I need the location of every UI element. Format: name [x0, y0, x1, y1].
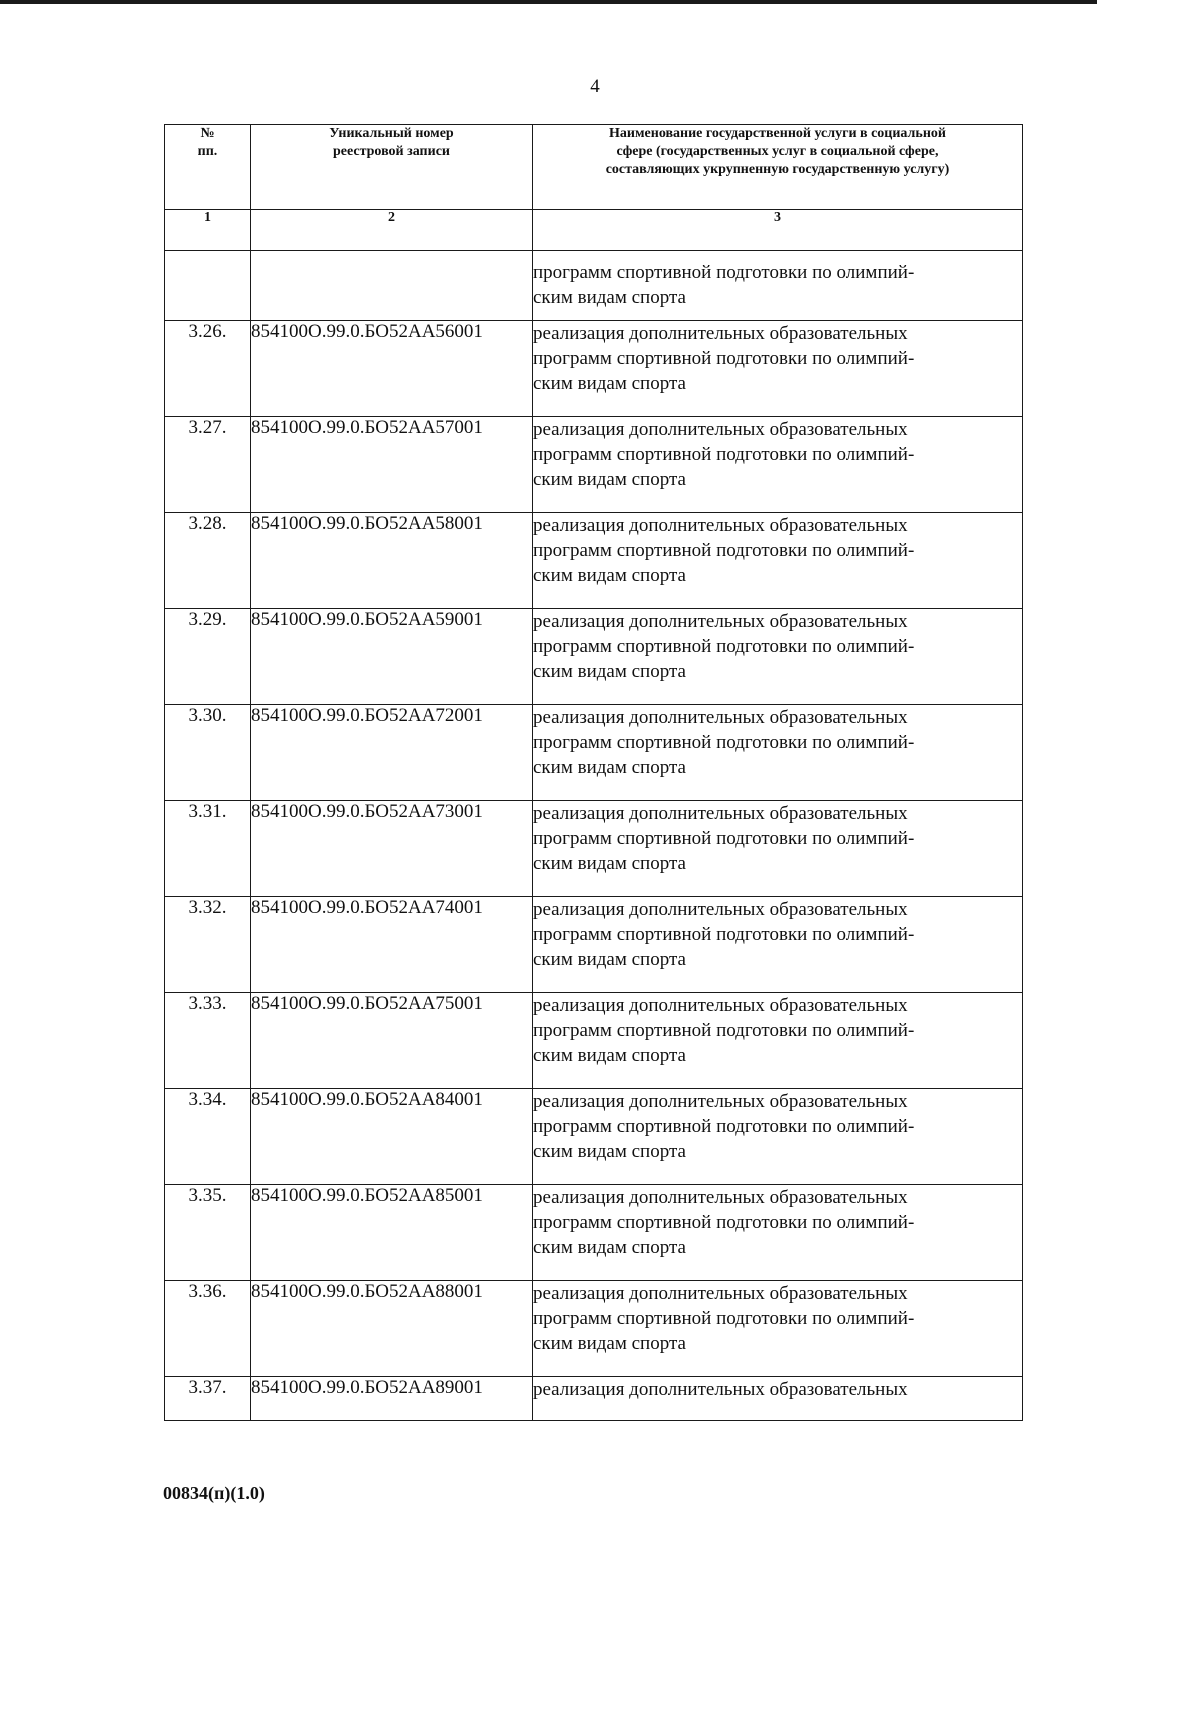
row-service-name [533, 417, 1023, 513]
table-row [165, 1185, 1023, 1281]
page-number: 4 [590, 76, 600, 97]
header-number-line: пп. [197, 144, 218, 159]
row-number: 3.37. [165, 1377, 251, 1421]
service-line: программ спортивной подготовки по олимпий- [533, 1308, 915, 1329]
row-service-name [533, 609, 1023, 705]
header-service-line: Наименование государственной услуги в социальной [609, 126, 946, 141]
table-row [165, 609, 1023, 705]
header-registry-line: Уникальный номер [329, 126, 454, 141]
table-row [165, 513, 1023, 609]
header-number [165, 125, 251, 210]
row-code: 854100О.99.0.БО52АА75001 [251, 993, 533, 1089]
row-service-name [533, 801, 1023, 897]
service-line: ским видам спорта [533, 1237, 686, 1258]
row-number: 3.30. [165, 705, 251, 801]
service-line: ским видам спорта [533, 1141, 686, 1162]
service-line: ским видам спорта [533, 1333, 686, 1354]
service-line: реализация дополнительных образовательных [533, 995, 908, 1016]
service-line: ским видам спорта [533, 853, 686, 874]
service-line: программ спортивной подготовки по олимпий- [533, 540, 915, 561]
service-line: реализация дополнительных образовательных [533, 1283, 908, 1304]
service-line: реализация дополнительных образовательных [533, 611, 908, 632]
row-service-name [533, 1185, 1023, 1281]
row-service-name [533, 321, 1023, 417]
table-row [165, 1377, 1023, 1421]
service-line: ским видам спорта [533, 565, 686, 586]
service-line: программ спортивной подготовки по олимпий- [533, 1020, 915, 1041]
service-line: ским видам спорта [533, 469, 686, 490]
service-line: реализация дополнительных образовательных [533, 323, 908, 344]
service-line: программ спортивной подготовки по олимпий- [533, 828, 915, 849]
service-line: реализация дополнительных образовательных [533, 1379, 908, 1400]
service-line: ским видам спорта [533, 373, 686, 394]
table-row [165, 801, 1023, 897]
column-number: 2 [251, 210, 533, 251]
row-number: 3.27. [165, 417, 251, 513]
row-number: 3.26. [165, 321, 251, 417]
table-row [165, 897, 1023, 993]
header-registry-line: реестровой записи [333, 144, 450, 159]
table-row [165, 321, 1023, 417]
row-code: 854100О.99.0.БО52АА72001 [251, 705, 533, 801]
row-service-name [533, 705, 1023, 801]
row-code: 854100О.99.0.БО52АА85001 [251, 1185, 533, 1281]
row-service-name [533, 993, 1023, 1089]
row-code: 854100О.99.0.БО52АА89001 [251, 1377, 533, 1421]
service-line: реализация дополнительных образовательных [533, 419, 908, 440]
table-row [165, 417, 1023, 513]
table-header-row [165, 125, 1023, 210]
table-row [165, 993, 1023, 1089]
row-code: 854100О.99.0.БО52АА73001 [251, 801, 533, 897]
service-line: ским видам спорта [533, 949, 686, 970]
row-number [165, 251, 251, 321]
row-service-name [533, 251, 1023, 321]
row-service-name [533, 897, 1023, 993]
column-number-row [165, 210, 1023, 251]
service-line: программ спортивной подготовки по олимпий- [533, 348, 915, 369]
service-line: ским видам спорта [533, 287, 686, 308]
row-service-name [533, 1377, 1023, 1421]
row-number: 3.28. [165, 513, 251, 609]
service-line: реализация дополнительных образовательных [533, 803, 908, 824]
service-line: программ спортивной подготовки по олимпий- [533, 732, 915, 753]
row-service-name [533, 513, 1023, 609]
service-line: программ спортивной подготовки по олимпий- [533, 262, 915, 283]
header-service-line: составляющих укрупненную государственную услугу) [605, 162, 950, 177]
row-code: 854100О.99.0.БО52АА59001 [251, 609, 533, 705]
row-code: 854100О.99.0.БО52АА57001 [251, 417, 533, 513]
table-row [165, 1281, 1023, 1377]
row-code: 854100О.99.0.БО52АА84001 [251, 1089, 533, 1185]
row-number: 3.36. [165, 1281, 251, 1377]
service-line: реализация дополнительных образовательных [533, 1187, 908, 1208]
service-line: реализация дополнительных образовательных [533, 1091, 908, 1112]
continuation-row [165, 251, 1023, 321]
document-code: 00834(п)(1.0) [163, 1483, 265, 1503]
header-number-line: № [200, 126, 215, 141]
service-line: ским видам спорта [533, 1045, 686, 1066]
service-line: ским видам спорта [533, 757, 686, 778]
row-number: 3.29. [165, 609, 251, 705]
column-number: 3 [533, 210, 1023, 251]
table-row [165, 705, 1023, 801]
row-code: 854100О.99.0.БО52АА56001 [251, 321, 533, 417]
service-line: программ спортивной подготовки по олимпий- [533, 636, 915, 657]
header-service-name [533, 125, 1023, 210]
service-line: программ спортивной подготовки по олимпий- [533, 1212, 915, 1233]
registry-table [164, 124, 1023, 1421]
header-registry-number [251, 125, 533, 210]
service-line: реализация дополнительных образовательных [533, 707, 908, 728]
row-number: 3.32. [165, 897, 251, 993]
row-code: 854100О.99.0.БО52АА88001 [251, 1281, 533, 1377]
service-line: реализация дополнительных образовательных [533, 515, 908, 536]
service-line: реализация дополнительных образовательных [533, 899, 908, 920]
table-row [165, 1089, 1023, 1185]
row-service-name [533, 1089, 1023, 1185]
service-line: программ спортивной подготовки по олимпий- [533, 924, 915, 945]
service-line: программ спортивной подготовки по олимпий- [533, 1116, 915, 1137]
service-line: ским видам спорта [533, 661, 686, 682]
row-code [251, 251, 533, 321]
header-service-line: сфере (государственных услуг в социальной сфере, [616, 144, 939, 159]
top-scan-border [0, 0, 1097, 4]
column-number: 1 [165, 210, 251, 251]
row-number: 3.34. [165, 1089, 251, 1185]
row-number: 3.33. [165, 993, 251, 1089]
row-service-name [533, 1281, 1023, 1377]
row-code: 854100О.99.0.БО52АА74001 [251, 897, 533, 993]
row-number: 3.31. [165, 801, 251, 897]
row-number: 3.35. [165, 1185, 251, 1281]
row-code: 854100О.99.0.БО52АА58001 [251, 513, 533, 609]
service-line: программ спортивной подготовки по олимпий- [533, 444, 915, 465]
